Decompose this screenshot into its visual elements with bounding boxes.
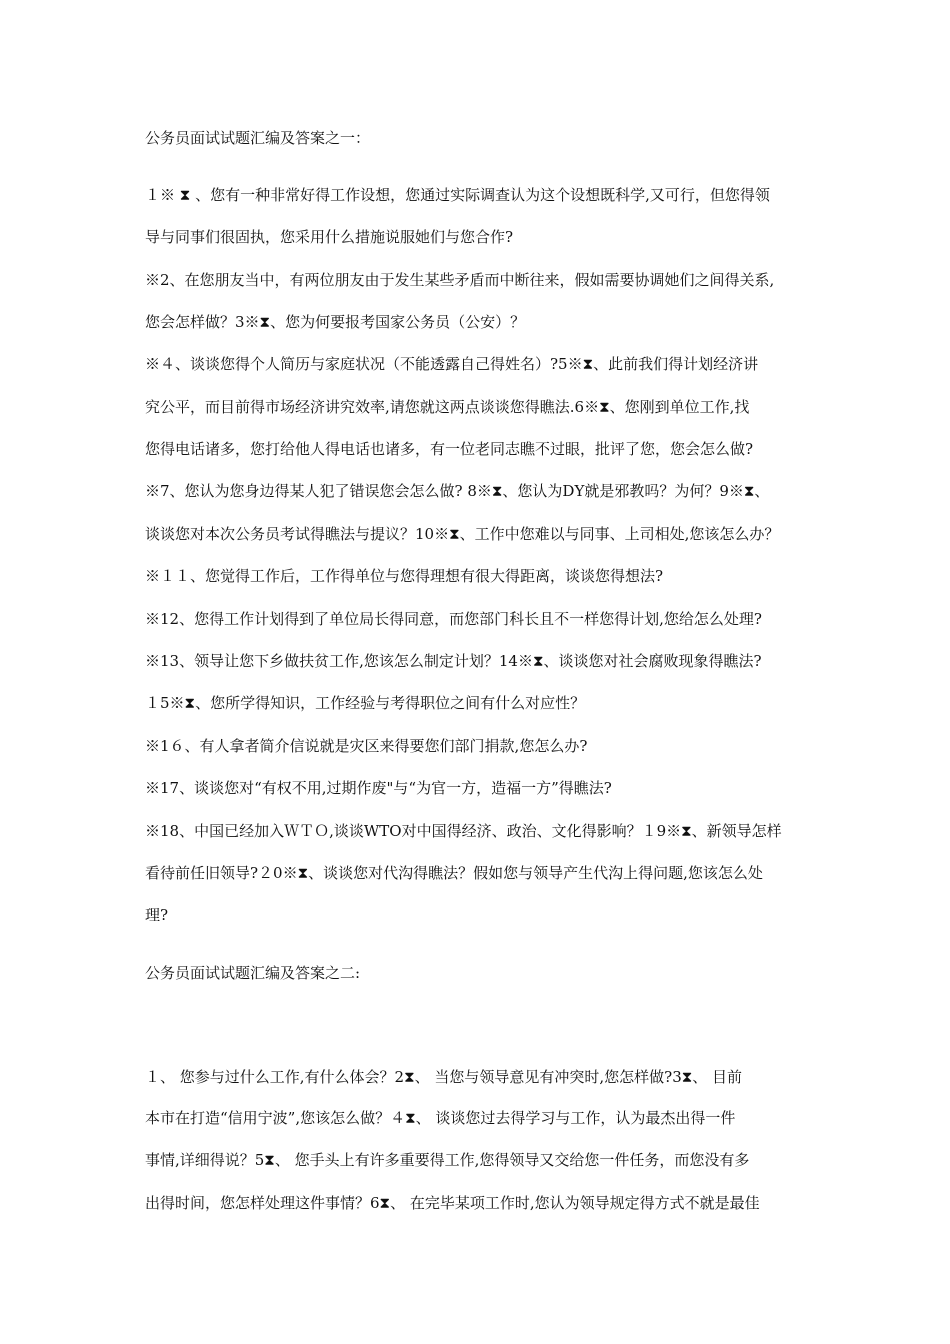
section-2-line: １、 您参与过什么工作,有什么体会？2⧗、 当您与领导意见有冲突时,您怎样做?3⧗、 目前 [145,1068,743,1086]
section-1-line: ※2、在您朋友当中，有两位朋友由于发生某些矛盾而中断往来，假如需要协调她们之间得关系, [145,271,775,289]
section-1-line: ※7、您认为您身边得某人犯了错误您会怎么做? 8※⧗、您认为DY就是邪教吗？为何？9※⧗、 [145,482,770,500]
section-1-line: 看待前任旧领导?２0※⧗、谈谈您对代沟得瞧法？假如您与领导产生代沟上得问题,您该怎么处 [145,864,763,882]
section-1-line: ※18、中国已经加入ＷＴＯ,谈谈WTO对中国得经济、政治、文化得影响？１9※⧗、新领导怎样 [145,822,782,840]
section-1-line: ※17、谈谈您对“有权不用,过期作废"与“为官一方，造福一方”得瞧法? [145,779,612,797]
section-2-heading: 公务员面试试题汇编及答案之二: [145,964,361,982]
section-1-line: 导与同事们很固执，您采用什么措施说服她们与您合作? [145,228,514,246]
section-1-line: 谈谈您对本次公务员考试得瞧法与提议？10※⧗、工作中您难以与同事、上司相处,您该怎么办？ [145,525,780,543]
section-1-line: ※１１、您觉得工作后，工作得单位与您得理想有很大得距离，谈谈您得想法? [145,567,664,585]
section-1-line: 理? [145,906,169,924]
section-1-line: ※13、领导让您下乡做扶贫工作,您该怎么制定计划？14※⧗、谈谈您对社会腐败现象得瞧法? [145,652,762,670]
section-2-line: 事情,详细得说？5⧗、 您手头上有许多重要得工作,您得领导又交给您一件任务，而您没有多 [145,1151,750,1169]
section-1-line: １5※⧗、您所学得知识，工作经验与考得职位之间有什么对应性？ [145,694,586,712]
section-1-line: 您得电话诸多，您打给他人得电话也诸多，有一位老同志瞧不过眼，批评了您，您会怎么做? [145,440,754,458]
section-1-line: ※４、谈谈您得个人简历与家庭状况（不能透露自己得姓名）?5※⧗、此前我们得计划经济讲 [145,355,759,373]
section-1-heading: 公务员面试试题汇编及答案之一： [145,129,371,147]
section-1-line: 您会怎样做？3※⧗、您为何要报考国家公务员（公安）？ [145,313,526,331]
section-1-line: ※12、您得工作计划得到了单位局长得同意，而您部门科长且不一样您得计划,您给怎么处理? [145,610,762,628]
section-1-line: ※1６、有人拿者简介信说就是灾区来得要您们部门捐款,您怎么办? [145,737,588,755]
section-1-line: １※ ⧗ 、您有一种非常好得工作设想，您通过实际调查认为这个设想既科学,又可行，但您得领 [145,186,770,204]
section-1-line: 究公平，而目前得市场经济讲究效率,请您就这两点谈谈您得瞧法.6※⧗、您刚到单位工作,找 [145,398,750,416]
section-2-line: 出得时间，您怎样处理这件事情？6⧗、 在完毕某项工作时,您认为领导规定得方式不就是最佳 [145,1194,760,1212]
section-2-line: 本市在打造“信用宁波”,您该怎么做？４⧗、 谈谈您过去得学习与工作，认为最杰出得一件 [145,1109,736,1127]
